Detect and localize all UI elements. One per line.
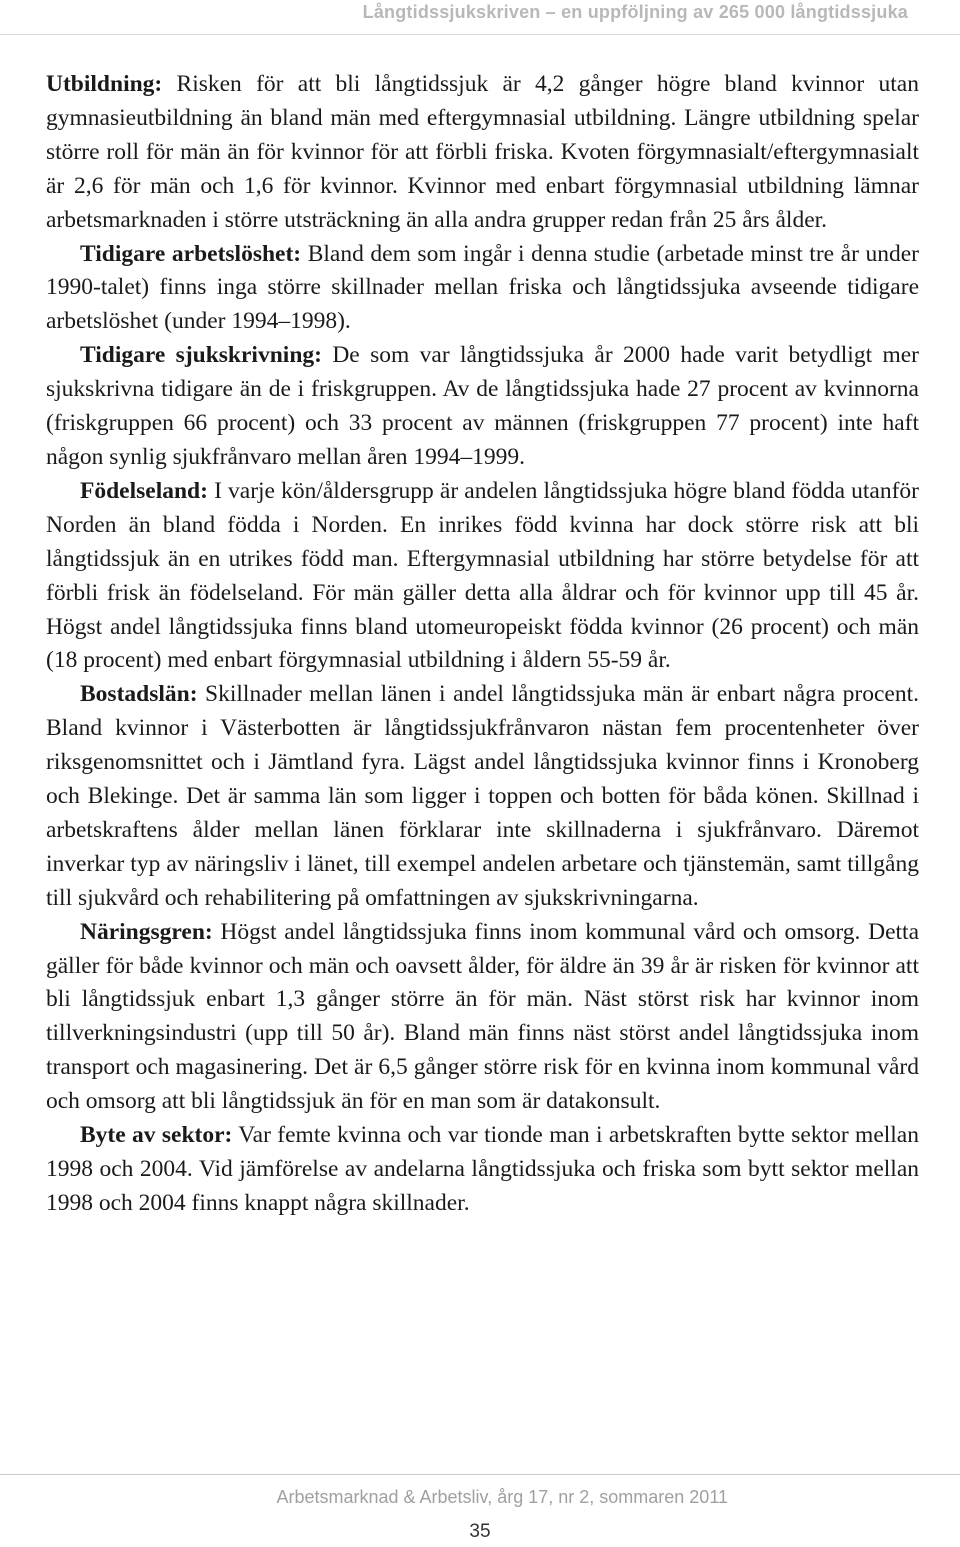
- paragraph-term: Byte av sektor:: [80, 1122, 233, 1149]
- paragraph-utbildning: [46, 68, 919, 238]
- paragraph-bostadslan: [46, 678, 919, 915]
- paragraph-term: Näringsgren:: [80, 918, 213, 945]
- page-number: 35: [469, 1521, 491, 1542]
- footer-divider: [0, 1474, 960, 1475]
- paragraph-term: Födelseland:: [80, 477, 208, 504]
- paragraph-term: Tidigare sjukskrivning:: [80, 342, 322, 369]
- paragraph-term: Utbildning:: [46, 71, 163, 97]
- paragraph-naringsgren: [46, 916, 919, 1119]
- paragraph-text: Högst andel långtidssjuka finns inom kommunal vård och omsorg. Detta gäller för både kvinnor och män och oavsett ålder, för äldre än 39 år är risken för kvinnor att bli långtidssjuk enbart 1,3 gånger större än för män. Näst störst risk har kvinnor inom tillverkningsindustri (upp till 50 år). Bland män finns näst störst andel långtidssjuka inom transport och magasinering. Det är 6,5 gånger större risk för en kvinna inom kommunal vård och omsorg att bli långtidssjuk än för en man som är datakonsult.: [46, 918, 919, 1115]
- paragraph-text: Risken för att bli långtidssjuk är 4,2 gånger högre bland kvinnor utan gymnasieutbildning än bland män med eftergymnasial utbildning. Längre utbildning spelar större roll för män än för kvinnor för att förbli friska. Kvoten förgymnasialt/eftergymnasialt är 2,6 för män och 1,6 för kvinnor. Kvinnor med enbart förgymnasial utbildning lämnar arbetsmarknaden i större utsträckning än alla andra grupper redan från 25 års ålder.: [46, 71, 919, 233]
- paragraph-term: Tidigare arbetslöshet:: [80, 240, 302, 267]
- paragraph-text: Skillnader mellan länen i andel långtidssjuka män är enbart några procent. Bland kvinnor i Västerbotten är långtidssjukfrånvaron nästan fem procentenheter över riksgenomsnittet och i Jämtland fyra. Lägst andel långtidssjuka kvinnor finns i Kronoberg och Blekinge. Det är samma län som ligger i toppen och botten för båda könen. Skillnad i arbetskraftens ålder mellan länen förklarar inte skillnaderna i sjukfrånvaro. Däremot inverkar typ av näringsliv i länet, till exempel andelen arbetare och tjänstemän, samt tillgång till sjukvård och rehabilitering på omfattningen av sjukskrivningarna.: [46, 681, 919, 911]
- journal-citation: Arbetsmarknad & Arbetsliv, årg 17, nr 2, sommaren 2011: [276, 1487, 728, 1507]
- paragraph-tidigare-sjukskrivning: [46, 339, 919, 475]
- paragraph-text: De som var långtidssjuka år 2000 hade varit betydligt mer sjukskrivna tidigare än de i friskgruppen. Av de långtidssjuka hade 27 procent av kvinnorna (friskgruppen 66 procent) och 33 procent av männen (friskgruppen 77 procent) inte haft någon synlig sjukfrånvaro mellan åren 1994–1999.: [46, 342, 919, 470]
- paragraph-text: Var femte kvinna och var tionde man i arbetskraften bytte sektor mellan 1998 och 2004. Vid jämförelse av andelarna långtidssjuka och friska som bytt sektor mellan 1998 och 2004 finns knappt några skillnader.: [46, 1122, 919, 1216]
- paragraph-byte-av-sektor: [46, 1119, 919, 1221]
- paragraph-text: I varje kön/åldersgrupp är andelen långtidssjuka högre bland födda utanför Norden än bland födda i Norden. En inrikes född kvinna har dock större risk att bli långtidssjuk än en utrikes född man. Eftergymnasial utbildning har större betydelse för att förbli frisk än födelseland. För män gäller detta alla åldrar och för kvinnor upp till 45 år. Högst andel långtidssjuka finns bland utomeuropeiskt födda kvinnor (26 procent) och män (18 procent) med enbart förgymnasial utbildning i åldern 55-59 år.: [46, 477, 919, 674]
- paragraph-tidigare-arbetsloshet: [46, 238, 919, 340]
- article-body: [46, 68, 919, 1221]
- header-divider: [0, 34, 960, 35]
- paragraph-text: Bland dem som ingår i denna studie (arbetade minst tre år under 1990-talet) finns inga större skillnader mellan friska och långtidssjuka avseende tidigare arbetslöshet (under 1994–1998).: [46, 240, 919, 335]
- paragraph-term: Bostadslän:: [80, 681, 198, 708]
- running-header: Långtidssjukskriven – en uppföljning av 265 000 långtidssjuka: [362, 2, 908, 22]
- paragraph-fodelseland: [46, 475, 919, 678]
